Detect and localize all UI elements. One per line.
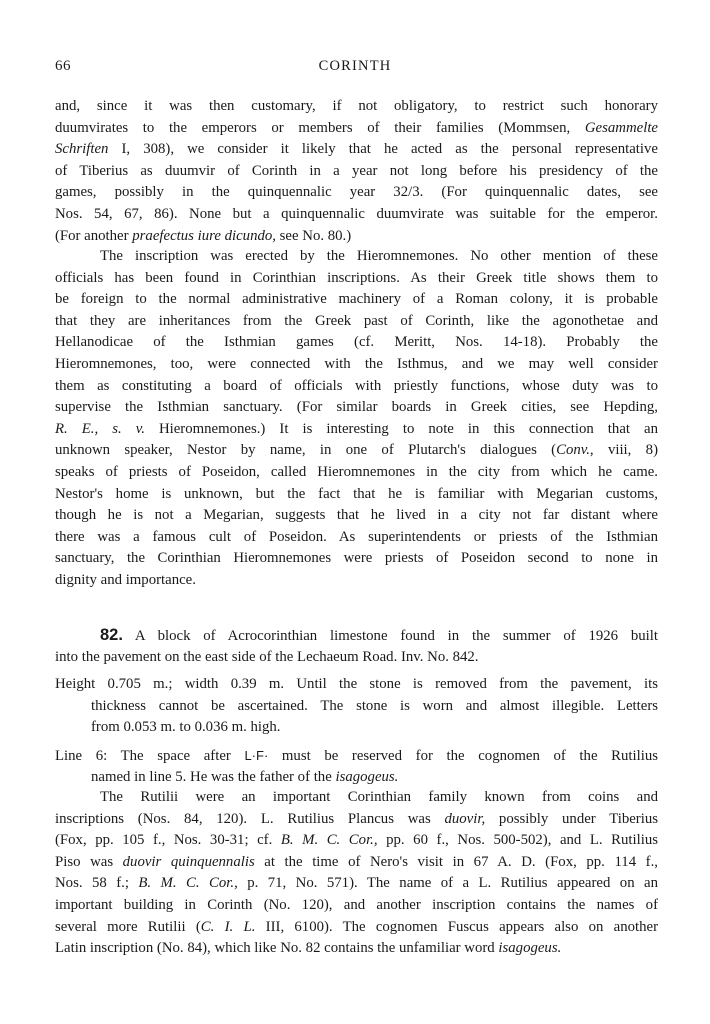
p1-line: of Tiberius as duumvir of Corinth in a year not long before his presidency of the [55, 162, 658, 179]
p2-line: unknown speaker, Nestor by name, in one of Plutarch's dialogues (Conv., viii, 8) [55, 442, 659, 459]
entry-82-heading [55, 625, 658, 668]
p1-line: and, since it was then customary, if not obligatory, to restrict such honorary [55, 98, 658, 114]
p3-line: Latin inscription (No. 84), which like No. 82 contains the unfamiliar word isagogeus. [55, 940, 562, 957]
dimensions-line: from 0.053 m. to 0.036 m. high. [91, 719, 281, 736]
italic-text: Gesammelte [584, 119, 658, 136]
italic-text: duovir, [444, 810, 486, 827]
p2-line: Hieromnemones, too, were connected with the Isthmus, and we may well consider [55, 355, 658, 372]
p3-line: (Fox, pp. 105 f., Nos. 30-31; cf. B. M. C. Cor., pp. 60 f., Nos. 500-502), and L. Rutilius [55, 832, 659, 849]
p1-line: Schriften I, 308), we consider it likely that he acted as the personal representative [55, 141, 658, 158]
running-head [55, 58, 655, 78]
italic-text: C. I. L. [200, 918, 256, 935]
running-title: CORINTH [318, 58, 392, 74]
p2-line: be foreign to the normal administrative machinery of a Roman colony, it is probable [55, 291, 658, 308]
p1-line: duumvirates to the emperors or members of their families (Mommsen, Gesammelte [55, 119, 658, 136]
italic-text: praefectus iure dicundo, [132, 227, 276, 244]
entry-82-first-line [55, 625, 658, 647]
entry-82-second-line: into the pavement on the east side of the Lechaeum Road. Inv. No. 842. [55, 648, 479, 665]
dimensions-line: Height 0.705 m.; width 0.39 m. Until the stone is removed from the pavement, its [55, 676, 658, 692]
p2-line: that they are inheritances from the Greek past of Corinth, like the agonothetae and [55, 312, 658, 329]
line6-line: named in line 5. He was the father of the isagogeus. [91, 768, 399, 785]
p3-line: important building in Corinth (No. 120), and another inscription contains the names of [55, 896, 658, 913]
italic-text: Schriften [55, 141, 109, 158]
italic-text: R. E., s. v. [55, 420, 145, 437]
p2-line: though he is not a Megarian, suggests that he lived in a city not far distant where [55, 507, 658, 524]
line6-line: Line 6: The space after L·F· must be reserved for the cognomen of the Rutilius [55, 748, 659, 764]
italic-text: duovir quinquennalis [122, 853, 255, 870]
p2-line: Hellanodicae of the Isthmian games (cf. Meritt, Nos. 14-18). Probably the [55, 334, 658, 351]
p2-line: them as constituting a board of officials with priestly functions, whose duty was to [55, 377, 658, 394]
p3-line: Nos. 58 f.; B. M. C. Cor., p. 71, No. 571). The name of a L. Rutilius appeared on an [55, 875, 658, 892]
italic-text: Conv., [556, 442, 594, 459]
italic-text: B. M. C. Cor., [280, 832, 378, 849]
p2-line: The inscription was erected by the Hieromnemones. No other mention of these [100, 248, 658, 264]
p3-line: several more Rutilii (C. I. L. III, 6100). The cognomen Fuscus appears also on another [55, 918, 658, 935]
p2-line: R. E., s. v. Hieromnemones.) It is interesting to note in this connection that an [55, 420, 658, 437]
p2-line: sanctuary, the Corinthian Hieromnemones were priests of Poseidon second to none in [55, 550, 658, 567]
line-6-note [55, 745, 658, 788]
p2-line: Nestor's home is unknown, but the fact that he is familiar with Megarian customs, [55, 485, 658, 502]
p3-line: inscriptions (Nos. 84, 120). L. Rutilius Plancus was duovir, possibly under Tiberius [55, 810, 658, 827]
p2-line: speaks of priests of Poseidon, called Hieromnemones in the city from which he came. [55, 463, 658, 480]
p1-line: games, possibly in the quinquennalic year 32/3. (For quinquennalic dates, see [55, 184, 658, 201]
italic-text: isagogeus. [498, 940, 562, 957]
italic-text: B. M. C. Cor., [138, 875, 238, 892]
p2-line: supervise the Isthmian sanctuary. (For similar boards in Greek cities, see Hepding, [55, 399, 658, 416]
paragraph-mommsen [55, 96, 658, 247]
entry-number: 82. [100, 626, 123, 644]
p2-line: officials has been found in Corinthian inscriptions. As their Greek title shows them to [55, 269, 658, 286]
inscription-letters: L·F· [244, 748, 269, 763]
page-number: 66 [55, 58, 71, 74]
p1-line: Nos. 54, 67, 86). None but a quinquennalic duumvirate was suitable for the emperor. [55, 205, 658, 222]
p2-line: there was a famous cult of Poseidon. As superintendents or priests of the Isthmian [55, 528, 658, 545]
p3-line: The Rutilii were an important Corinthian family known from coins and [100, 789, 658, 805]
paragraph-hieromnemones [55, 246, 658, 592]
italic-text: isagogeus. [335, 768, 399, 785]
p3-line: Piso was duovir quinquennalis at the time of Nero's visit in 67 A. D. (Fox, pp. 114 f., [55, 853, 658, 870]
p2-line: dignity and importance. [55, 571, 196, 588]
dimensions-note [55, 674, 658, 739]
paragraph-rutilii [55, 787, 658, 960]
p1-line: (For another praefectus iure dicundo, see No. 80.) [55, 227, 352, 244]
dimensions-line: thickness cannot be ascertained. The stone is worn and almost illegible. Letters [91, 697, 658, 714]
entry-82-description: A block of Acrocorinthian limestone found in the summer of 1926 built [122, 628, 658, 644]
